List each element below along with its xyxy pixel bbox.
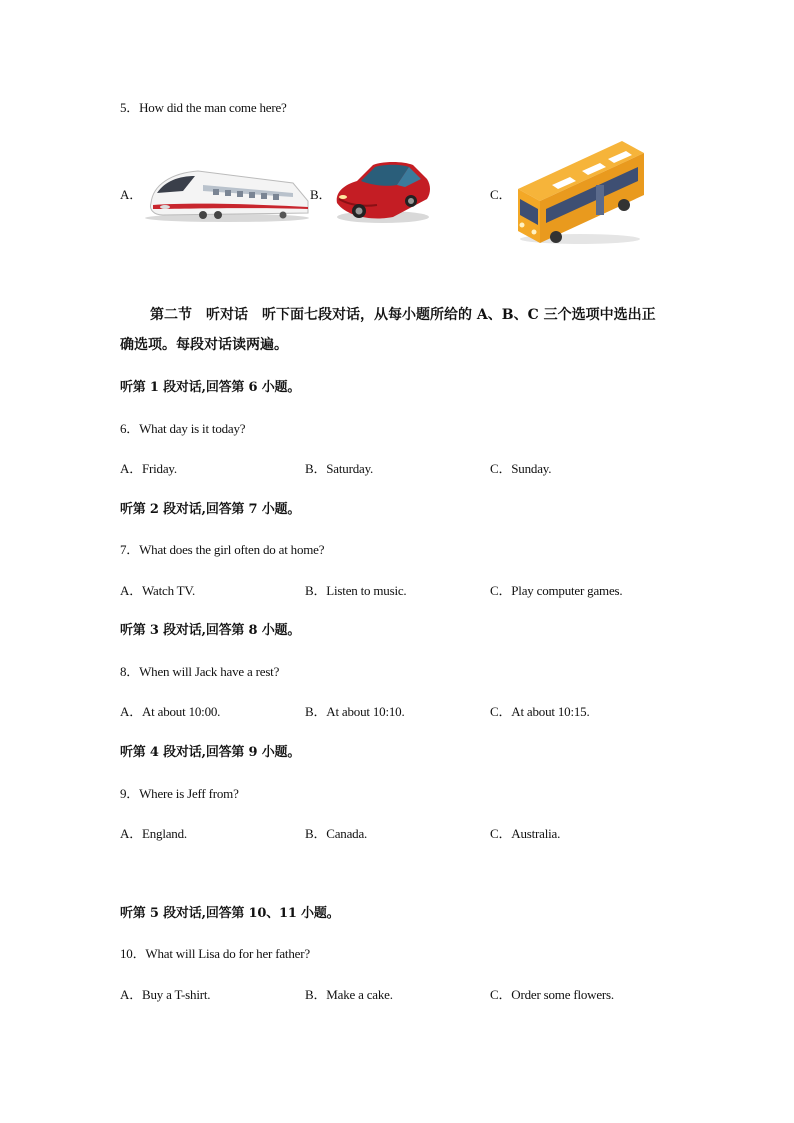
question-8-option-a: A．At about 10:00. — [120, 704, 221, 719]
red-car-image — [333, 155, 433, 227]
group-5-instruction: 听第 5 段对话,回答第 10、11 小题。 — [120, 906, 340, 921]
orange-bus-image — [512, 137, 648, 247]
question-7-option-b: B．Listen to music. — [305, 583, 407, 598]
question-10-option-c: C．Order some flowers. — [490, 987, 614, 1002]
question-8-option-c: C．At about 10:15. — [490, 704, 590, 719]
group-4-instruction: 听第 4 段对话,回答第 9 小题。 — [120, 745, 301, 760]
high-speed-train-image — [143, 163, 311, 225]
question-9-option-b: B．Canada. — [305, 826, 368, 841]
question-5-option-a-label: A． — [120, 187, 142, 202]
question-9-option-c: C．Australia. — [490, 826, 561, 841]
question-10-option-a: A．Buy a T-shirt. — [120, 987, 211, 1002]
question-8-option-b: B．At about 10:10. — [305, 704, 405, 719]
section-2-instructions — [120, 300, 680, 360]
question-10-option-b: B．Make a cake. — [305, 987, 393, 1002]
question-6-option-c: C．Sunday. — [490, 461, 552, 476]
question-5-stem: 5．How did the man come here? — [120, 100, 287, 115]
section-2-title: 第二节 听对话 听下面七段对话，从每小题所给的 A、B、C 三个选项中选出正 — [150, 307, 656, 323]
question-8-stem: 8．When will Jack have a rest? — [120, 664, 280, 679]
question-9-option-a: A．England. — [120, 826, 187, 841]
group-2-instruction: 听第 2 段对话,回答第 7 小题。 — [120, 502, 301, 517]
question-7-option-a: A．Watch TV. — [120, 583, 195, 598]
question-7-stem: 7．What does the girl often do at home? — [120, 542, 325, 557]
question-10-stem: 10．What will Lisa do for her father? — [120, 946, 310, 961]
question-5-option-c-label: C． — [490, 187, 512, 202]
question-5-option-b-label: B． — [310, 187, 332, 202]
question-6-stem: 6．What day is it today? — [120, 421, 246, 436]
question-6-option-a: A．Friday. — [120, 461, 177, 476]
question-6-option-b: B．Saturday. — [305, 461, 374, 476]
question-9-stem: 9．Where is Jeff from? — [120, 786, 239, 801]
group-1-instruction: 听第 1 段对话,回答第 6 小题。 — [120, 380, 301, 395]
group-3-instruction: 听第 3 段对话,回答第 8 小题。 — [120, 623, 301, 638]
section-2-title-continued: 确选项。每段对话读两遍。 — [120, 337, 288, 353]
question-7-option-c: C．Play computer games. — [490, 583, 623, 598]
